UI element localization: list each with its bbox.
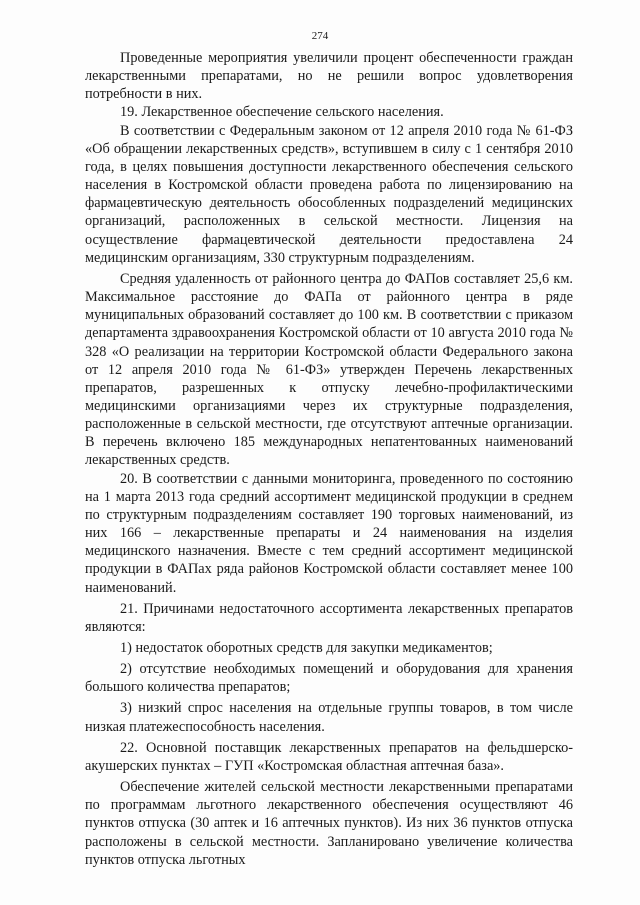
paragraph-supplier: 22. Основной поставщик лекарственных препаратов на фельдшерско-акушерских пунктах – ГУП «Костромская областная аптечная база».: [85, 739, 573, 774]
paragraph-dispensing-points: Обеспечение жителей сельской местности лекарственными препаратами по программам льготного лекарственного обеспечения осуществляют 46 пунктов отпуска (30 аптек и 16 аптечных пунктов). Из них 36 пунктов отпуска расположены в сельской местности. Запланировано увеличение количества пунктов отпуска льготных: [85, 779, 573, 868]
list-item-2: 2) отсутствие необходимых помещений и оборудования для хранения большого количества препаратов;: [85, 661, 573, 696]
document-body: [85, 49, 573, 869]
list-item-1: 1) недостаток оборотных средств для закупки медикаментов;: [120, 640, 493, 656]
paragraph-licensing: В соответствии с Федеральным законом от 12 апреля 2010 года № 61-ФЗ «Об обращении лекарственных средств», вступившем в силу с 1 сентября 2010 года, в целях повышения доступности лекарственного обеспечения сельского населения в Костромской области проведена работа по лицензированию на фармацевтическую деятельность обособленных подразделений медицинских организаций, расположенных в сельской местности. Лицензия на осуществление фармацевтической деятельности предоставлена 24 медицинским организациям, 330 структурным подразделениям.: [85, 122, 573, 266]
paragraph-reasons: 21. Причинами недостаточного ассортимента лекарственных препаратов являются:: [85, 600, 573, 635]
paragraph-monitoring: 20. В соответствии с данными мониторинга, проведенного по состоянию на 1 марта 2013 года средний ассортимент медицинской продукции в среднем по структурным подразделениям составляет 190 торговых наименований, из них 166 – лекарственные препараты и 24 наименования на изделия медицинского назначения. Вместе с тем средний ассортимент медицинской продукции в ФАПах ряда районов Костромской области составляет менее 100 наименований.: [85, 470, 573, 596]
page-number: 274: [311, 30, 329, 42]
list-item-3: 3) низкий спрос населения на отдельные группы товаров, в том числе низкая платежеспособность населения.: [85, 700, 573, 735]
section-heading-19: 19. Лекарственное обеспечение сельского населения.: [120, 104, 444, 121]
paragraph-distance: Средняя удаленность от районного центра до ФАПов составляет 25,6 км. Максимальное расстояние до ФАПа от районного центра в ряде муниципальных образований составляет до 100 км. В соответствии с приказом департамента здравоохранения Костромской области от 10 августа 2010 года № 328 «О реализации на территории Костромской области Федерального закона от 12 апреля 2010 года № 61-ФЗ» утвержден Перечень лекарственных препаратов, разрешенных к отпуску лечебно-профилактическими медицинскими организациями через их структурные подразделения, расположенные в сельской местности, где отсутствуют аптечные организации. В перечень включено 185 международных непатентованных наименований лекарственных средств.: [85, 270, 573, 469]
paragraph-intro: Проведенные мероприятия увеличили процент обеспеченности граждан лекарственными препаратами, но не решили вопрос удовлетворения потребности в них.: [85, 50, 573, 103]
